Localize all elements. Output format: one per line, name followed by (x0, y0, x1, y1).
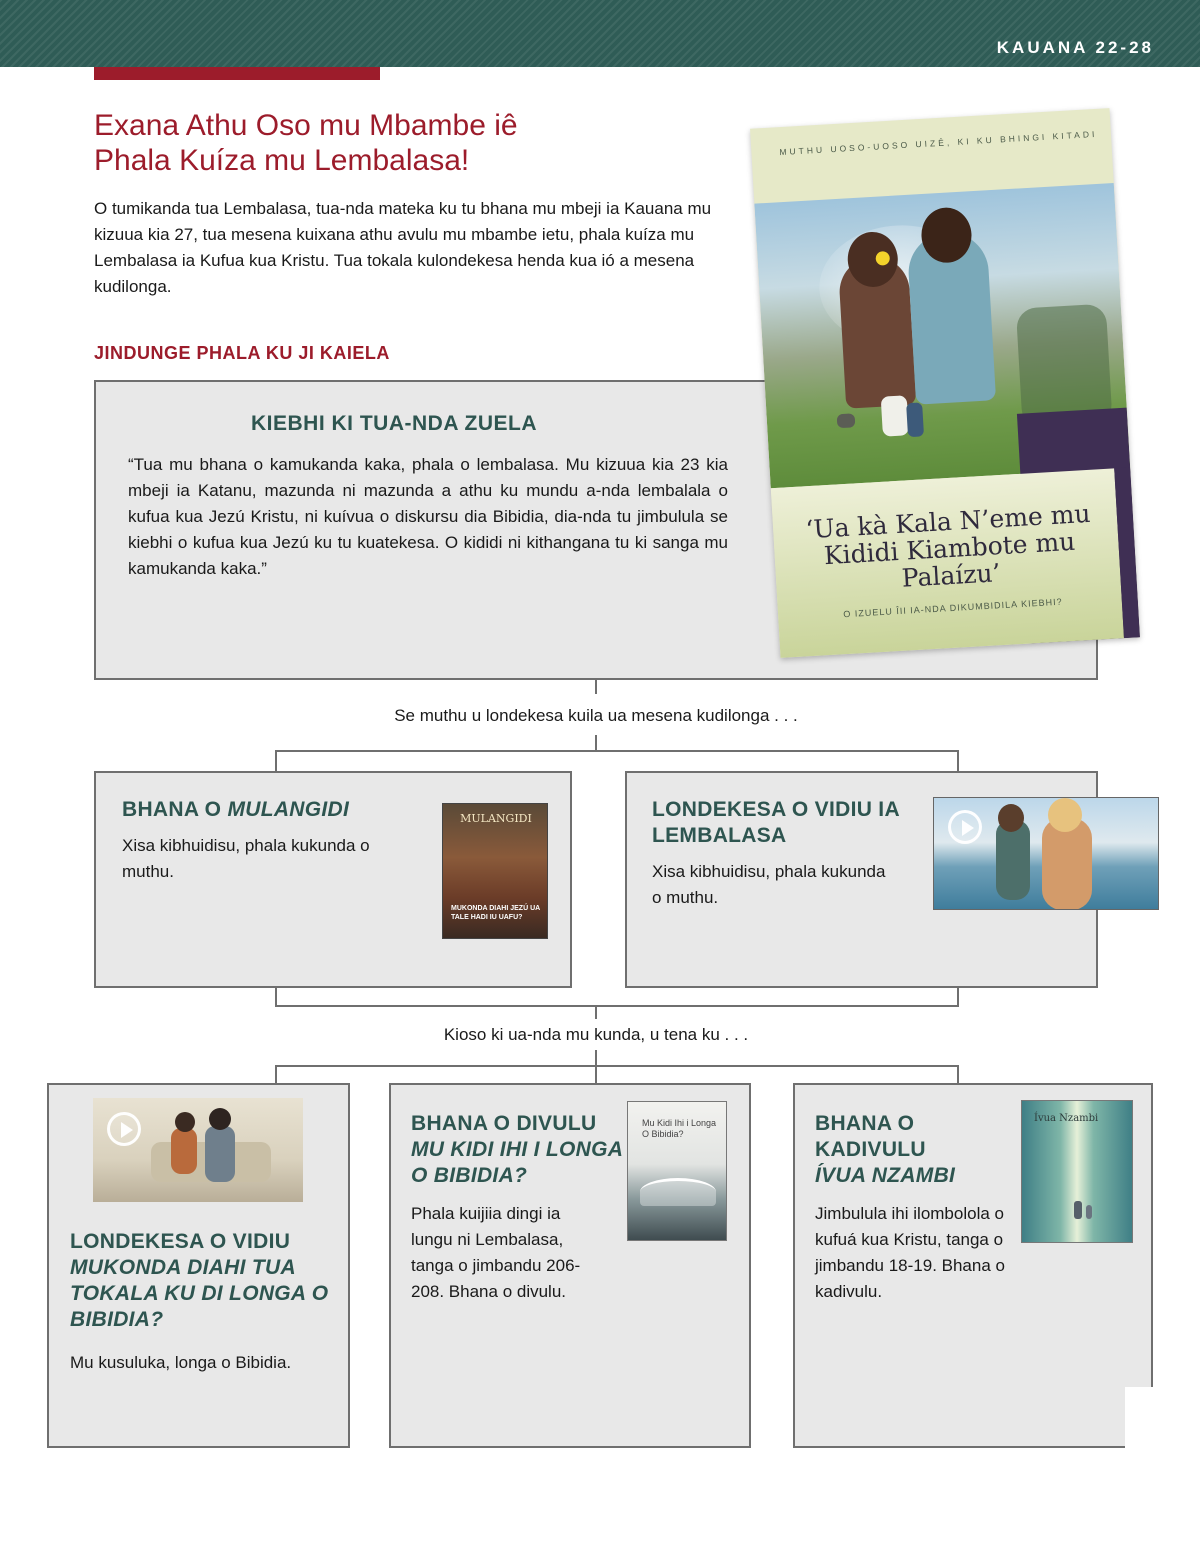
connector-line (957, 1065, 959, 1084)
cover-title-panel (771, 467, 1140, 657)
magazine-thumb-caption: MUKONDA DIAHI JEZÚ UA TALE HADI IU UAFU? (451, 905, 540, 921)
bible-teach-book-thumbnail (627, 1101, 727, 1241)
return-video-text: Mu kusuluka, longa o Bibidia. (70, 1353, 292, 1372)
what-to-say-heading: KIEBHI KI TUA-NDA ZUELA (251, 412, 538, 435)
connector-line (275, 750, 277, 772)
cover-title: ‘Ua kà Kala N’eme mu Kididi Kiambote mu Palaízu’ (804, 498, 1092, 593)
magazine-option-text: Xisa kibhuidisu, phala kukunda o muthu. (122, 836, 370, 881)
week-label: KAUANA 22-28 (996, 38, 1154, 57)
video-option-heading: LONDEKESA O VIDIU IA LEMBALASA (652, 798, 900, 847)
return-booklet-text: Jimbulula ihi ilombolola o kufuá kua Kristu, tanga o jimbandu 18-19. Bhana o kadivulu. (815, 1204, 1005, 1301)
page-title-line1: Exana Athu Oso mu Mbambe iê (94, 109, 518, 142)
page-title-line2: Phala Kuíza mu Lembalasa! (94, 144, 470, 177)
prepare-heading: JINDUNGE PHALA KU JI KAIELA (94, 343, 390, 363)
return-book-text: Phala kuijiia dingi ia lungu ni Lembalasa, tanga o jimbandu 206-208. Bhana o divulu. (411, 1204, 581, 1301)
return-book-box (389, 1083, 751, 1448)
magazine-option-heading: BHANA O MULANGIDI (122, 798, 350, 821)
connector-line (957, 988, 959, 1006)
connector-line (957, 750, 959, 772)
page-title (94, 108, 654, 178)
magazine-thumb-title: MULANGIDI (460, 812, 532, 825)
magazine-thumbnail (442, 803, 548, 939)
play-icon[interactable] (948, 810, 982, 844)
return-booklet-box (793, 1083, 1153, 1448)
connector-line (595, 1005, 597, 1019)
book-thumb-title: Mu Kidi Ihi i Longa O Bibidia? (642, 1118, 717, 1139)
video-option-text: Xisa kibhuidisu, phala kukunda o muthu. (652, 862, 886, 907)
bible-study-video-thumbnail[interactable] (93, 1098, 303, 1202)
connector-text-1: Se muthu u londekesa kuila ua mesena kudilonga . . . (394, 706, 798, 725)
connector-line (275, 1065, 277, 1084)
connector-line (595, 680, 597, 694)
connector-line (275, 1065, 959, 1067)
connector-line (275, 750, 959, 752)
return-book-heading: BHANA O DIVULU MU KIDI IHI I LONGA O BIBIDIA? (411, 1112, 623, 1187)
video-thumbnail[interactable] (933, 797, 1159, 910)
connector-line (595, 1065, 597, 1084)
connector-text-2: Kioso ki ua-nda mu kunda, u tena ku . . . (443, 1025, 749, 1044)
cover-top-line: MUTHU UOSO-UOSO UIZÊ, KI KU BHINGI KITADI (779, 128, 1098, 158)
listen-to-god-booklet-thumbnail (1021, 1100, 1133, 1243)
what-to-say-text: “Tua mu bhana o kamukanda kaka, phala o lembalasa. Mu kizuua kia 23 kia mbeji ia Katanu, mazunda ni mazunda a athu ku mundu a-nda lembalala o kufua kua Jezú Kristu, ni kuívua o diskursu dia Bibidia, dia-nda tu jimbulula se kiebhi o kufua kua Jezú ku tu kuatekesa. O kididi ni kithangana tu ki sanga mu kamukanda kaka.” (128, 455, 728, 578)
magazine-option-box (94, 771, 572, 988)
accent-tab (94, 67, 380, 80)
return-video-heading: LONDEKESA O VIDIU MUKONDA DIAHI TUA TOKALA KU DI LONGA O BIBIDIA? (70, 1230, 329, 1331)
play-icon[interactable] (107, 1112, 141, 1146)
invitation-cover-image (750, 108, 1140, 658)
connector-line (275, 988, 277, 1006)
intro-paragraph: O tumikanda tua Lembalasa, tua-nda mateka ku tu bhana mu mbeji ia Kauana mu kizuua kia 27, tua mesena kuixana athu avulu mu mbambe ietu, phala kuíza mu Lembalasa ia Kufua kua Kristu. Tua tokala kulondekesa henda kua ió a mesena kudilonga. (94, 199, 712, 296)
booklet-thumb-title: Ívua Nzambi (1034, 1113, 1099, 1124)
connector-line (595, 1050, 597, 1066)
connector-line (595, 735, 597, 750)
cover-subtitle: O IZUELU ÎII IA-NDA DIKUMBIDILA KIEBHI? (843, 596, 1063, 620)
return-booklet-heading: BHANA O KADIVULU ÍVUA NZAMBI (815, 1112, 956, 1187)
page-edge-tab (1125, 1387, 1154, 1449)
connector-line (275, 1005, 959, 1007)
